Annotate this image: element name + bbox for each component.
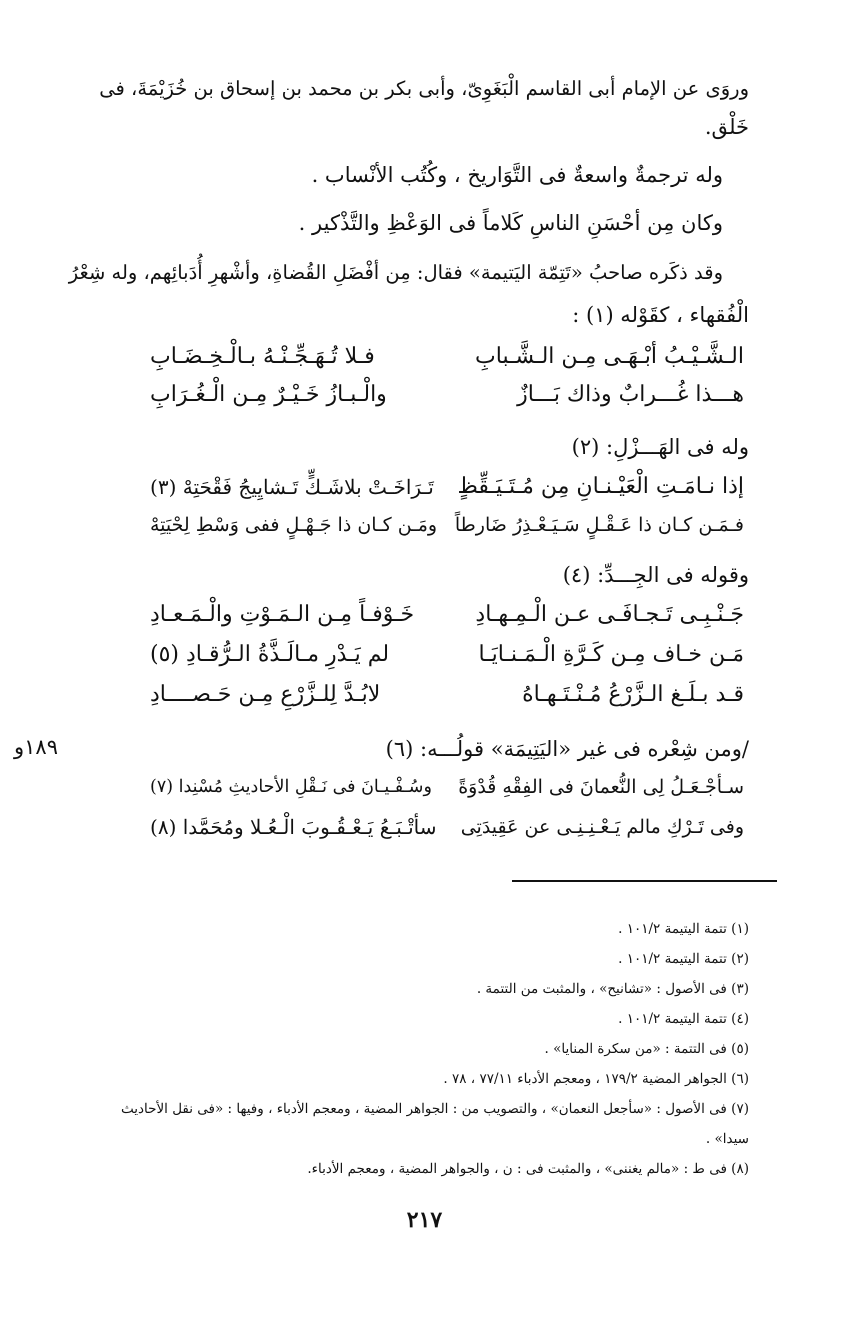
body-line: وكان مِن أحْسَنِ الناسِ كَلاماً فى الوَعْظِ والتَّذْكير . [298,211,723,235]
verse-first-hemistich: قـد بـلَـغ الـزَّرْعُ مُـنْـتَـهـاهُ [522,682,744,707]
verse-second-hemistich: وسُـفْـيـانَ فى نَـقْلِ الأحاديثِ مُسْنِدا (٧) [150,777,432,797]
poem-intro: /ومن شِعْره فى غير «اليَتِيمَة» قولُـــه: (٦) [385,737,749,761]
verse-second-hemistich: لم يَـدْرِ مـالَـذَّةُ الـرُّقـادِ (٥) [150,642,390,667]
verse [150,470,744,504]
verse [150,340,744,374]
footnote-continuation: سيدا» . [705,1131,749,1147]
manuscript-folio-note: ١٨٩و [14,735,58,759]
verse-second-hemistich: سأتْـبَـعُ يَـعْـقُـوبَ الْـعُـلا ومُحَمَّدا (٨) [150,815,437,839]
verse-first-hemistich: فـمَـن كـان ذا عَـقْـلٍ سَـيَـعْـذِرُ ضَارطاً [454,514,744,536]
verse-second-hemistich: تَـرَاخَـتْ بلاشَـكٍّ تَـشايِيجُ فَقْحَتِهْ (٣) [150,475,434,499]
footnote: (١) تتمة اليتيمة ١٠١/٢ . [618,921,749,937]
body-line: الْفُقهاء ، كقَوْله (١) : [572,303,749,327]
verse [150,378,744,412]
verse-second-hemistich: فـلا تُـهَـجِّـنْـهُ بـالْـخِـضَـابِ [150,344,375,369]
footnote: (٢) تتمة اليتيمة ١٠١/٢ . [618,951,749,967]
verse-second-hemistich: لابُـدَّ لِلـزَّرْعِ مِـن حَـصــــادِ [150,682,381,707]
footnote: (٦) الجواهر المضية ١٧٩/٢ ، ومعجم الأدباء ٧٧/١١ ، ٧٨ . [443,1071,749,1087]
footnote: (٣) فى الأصول : «تشانيح» ، والمثبت من التتمة . [476,981,749,997]
verse [150,508,744,542]
verse-first-hemistich: إذا نـامَـتِ الْعَيْـنـانِ مِن مُـتَـيَـقِّظٍ [457,474,744,499]
body-line: وقد ذكَره صاحبُ «تَتِمّة اليَتيمة» فقال: مِن أفْضَلِ القُضاةِ، وأشْهرِ أُدَبائِهم، وله شِعْرُ [68,261,723,284]
poem-intro: وقوله فى الجِـــدِّ: (٤) [562,563,749,587]
footnote: (٧) فى الأصول : «سأجعل النعمان» ، والتصويب من : الجواهر المضية ، ومعجم الأدباء ، وفيها : «فى نقل الأحاديث [120,1101,749,1117]
verse-first-hemistich: مَـن خـاف مِـن كَـرَّةِ الْـمَـنـايَـا [478,642,744,667]
verse [150,810,744,844]
body-line: وله ترجمةٌ واسعةٌ فى التَّوَاريخ ، وكُتُب الأنْساب . [311,163,723,187]
verse-first-hemistich: جَـنْـبِـى تَـجـافَـى عـن الْـمِـهـادِ [475,602,744,627]
verse-first-hemistich: سـأجْـعَـلُ لِى النُّعمانَ فى الفِقْهِ قُدْوَةً [458,776,744,798]
verse [150,770,744,804]
verse-second-hemistich: ومَـن كـان ذا جَـهْـلٍ ففى وَسْطِ لِحْيَتِهْ [150,514,438,536]
verse-first-hemistich: وفى تَـرْكِ مالم يَـعْـنِـنِـى عن عَقِيدَتِى [460,816,744,838]
verse-second-hemistich: خَـوْفـاً مِـن الـمَـوْتِ والْـمَـعـادِ [150,602,415,627]
poem-intro: وله فى الهَـــزْلِ: (٢) [571,435,749,459]
verse [150,638,744,672]
body-line: وروَى عن الإمام أبى القاسم الْبَغَوِىّ، وأبى بكر بن محمد بن إسحاق بن خُزَيْمَةَ، فى [99,77,749,100]
verse [150,678,744,712]
verse [150,598,744,632]
footnote: (٥) فى التتمة : «من سكرة المنايا» . [544,1041,749,1057]
verse-first-hemistich: هـــذا غُـــرابٌ وذاك بَـــازٌ [517,382,744,407]
verse-second-hemistich: والْـبـازُ خَـيْـرٌ مِـن الْـغُـرَابِ [150,382,387,407]
verse-first-hemistich: الـشَّـيْـبُ أبْـهَـى مِـن الـشَّـبابِ [475,344,744,369]
footnote: (٤) تتمة اليتيمة ١٠١/٢ . [618,1011,749,1027]
body-line: خَلْق. [704,115,749,139]
page-number: ٢١٧ [406,1207,443,1233]
footnote: (٨) فى ط : «مالم يغننى» ، والمثبت فى : ن ، والجواهر المضية ، ومعجم الأدباء. [307,1161,749,1177]
footnote-separator [512,880,777,882]
